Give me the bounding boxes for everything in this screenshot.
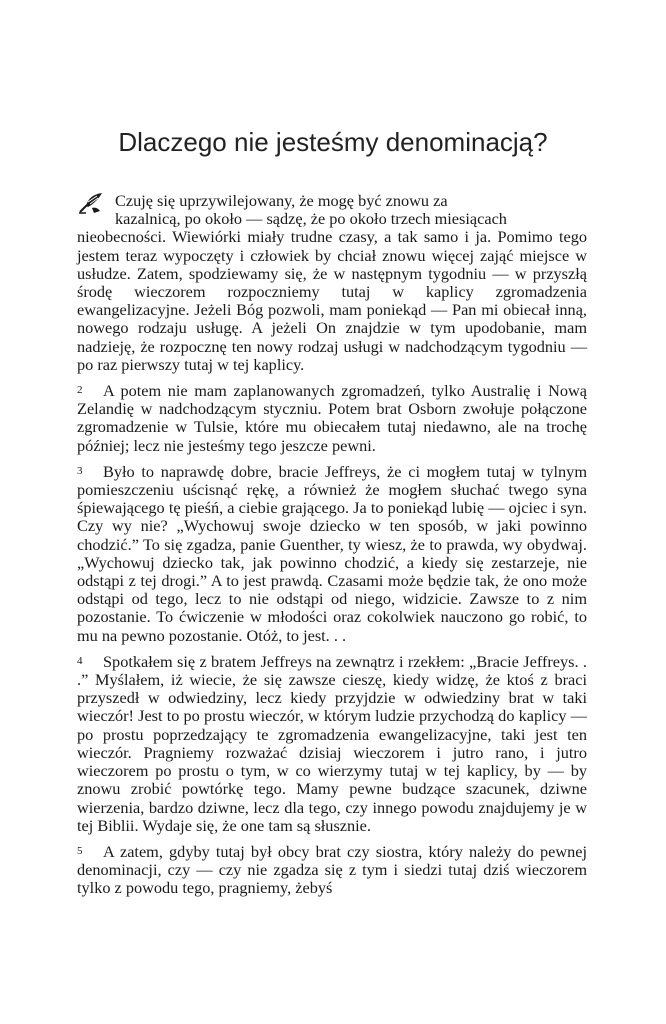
paragraph-1-line-1: Czuję się uprzywilejowany, że mogę być znowu za <box>115 191 448 210</box>
paragraph-3 <box>77 462 587 645</box>
paragraph-number: 3 <box>77 464 83 477</box>
quill-pen-icon <box>78 192 104 214</box>
paragraph-5 <box>77 842 587 898</box>
paragraph-number: 2 <box>77 384 83 397</box>
page-title: Dlaczego nie jesteśmy denominacją? <box>118 127 548 157</box>
paragraph-number: 4 <box>77 654 83 667</box>
document-body <box>77 192 587 898</box>
paragraph-1 <box>77 192 587 374</box>
paragraph-number: 5 <box>77 844 83 857</box>
paragraph-1-rest: nieobecności. Wiewiórki miały trudne czasy, a tak samo i ja. Pomimo tego jestem teraz wypoczęty i człowiek by chciał znowu więcej zająć miejsce w usłudze. Zatem, spodziewamy się, że w następnym tygodniu — w przyszłą środę wieczorem rozpoczniemy tutaj w kaplicy zgromadzenia ewangelizacyjne. Jeżeli Bóg pozwoli, mam poniekąd — Pan mi obiecał inną, nowego rodzaju usługę. A jeżeli On znajdzie w tym upodobanie, mam nadzieję, że rozpocznę ten nowy rodzaj usługi w nadchodzącym tygodniu — po raz pierwszy tutaj w tej kaplicy. <box>77 227 587 374</box>
paragraph-2 <box>77 381 587 455</box>
paragraph-text: A potem nie mam zaplanowanych zgromadzeń, tylko Australię i Nową Zelandię w nadchodzącym styczniu. Potem brat Osborn zwołuje połączone zgromadzenie w Tulsie, które mu obiecałem tutaj niedawno, ale na trochę później; lecz nie jesteśmy tego jeszcze pewni. <box>77 381 587 455</box>
paragraph-1-line-2: kazalnicą, po około — sądzę, że po około trzech miesiącach <box>115 209 507 229</box>
paragraph-text: A zatem, gdyby tutaj był obcy brat czy siostra, który należy do pewnej denominacji, czy — czy nie zgadza się z tym i siedzi tutaj dziś wieczorem tylko z powodu tego, pragniemy, żebyś <box>77 841 587 898</box>
paragraph-text: Spotkałem się z bratem Jeffreys na zewnątrz i rzekłem: „Bracie Jeffreys. . .” Myślałem, iż wiecie, że się zawsze cieszę, kiedy widzę, że ktoś z braci przyszedł w odwiedziny, lecz kiedy przyjdzie w odwiedziny brat w taki wieczór! Jest to po prostu wieczór, w którym ludzie przychodzą do kaplicy — po prostu poprzedzający te zgromadzenia ewangelizacyjne, taki jest ten wieczór. Pragniemy rozważać dzisiaj wieczorem i jutro rano, i jutro wieczorem po prostu o tym, w co wierzymy tutaj w tej kaplicy, by — by znowu zrobić powtórkę tego. Mamy pewne budzące szacunek, dziwne wierzenia, bardzo dziwne, lecz dla tego, czy innego powodu znajdujemy je w tej Biblii. Wydaje się, że one tam są słusznie. <box>77 651 587 835</box>
paragraph-text: Było to naprawdę dobre, bracie Jeffreys, że ci mogłem tutaj w tylnym pomieszczeniu uścisnąć rękę, a również że mogłem słuchać twego syna śpiewającego tę pieśń, a ciebie grającego. Ja to poniekąd lubię — ojciec i syn. Czy wy nie? „Wychowuj swoje dziecko w ten sposób, w jaki powinno chodzić.” To się zgadza, panie Guenther, ty wiesz, że to prawda, wy obydwaj. „Wychowuj dziecko tak, jak powinno chodzić, a kiedy się zestarzeje, nie odstąpi z tej drogi.” A to jest prawdą. Czasami może będzie tak, że ono może odstąpi od tego, lecz to nie odstąpi od niego, widzicie. Zawsze to z nim pozostanie. To ćwiczenie w młodości oraz cokolwiek nauczono go robić, to mu na pewno pozostanie. Otóż, to jest. . . <box>77 461 587 645</box>
paragraph-4 <box>77 652 587 835</box>
